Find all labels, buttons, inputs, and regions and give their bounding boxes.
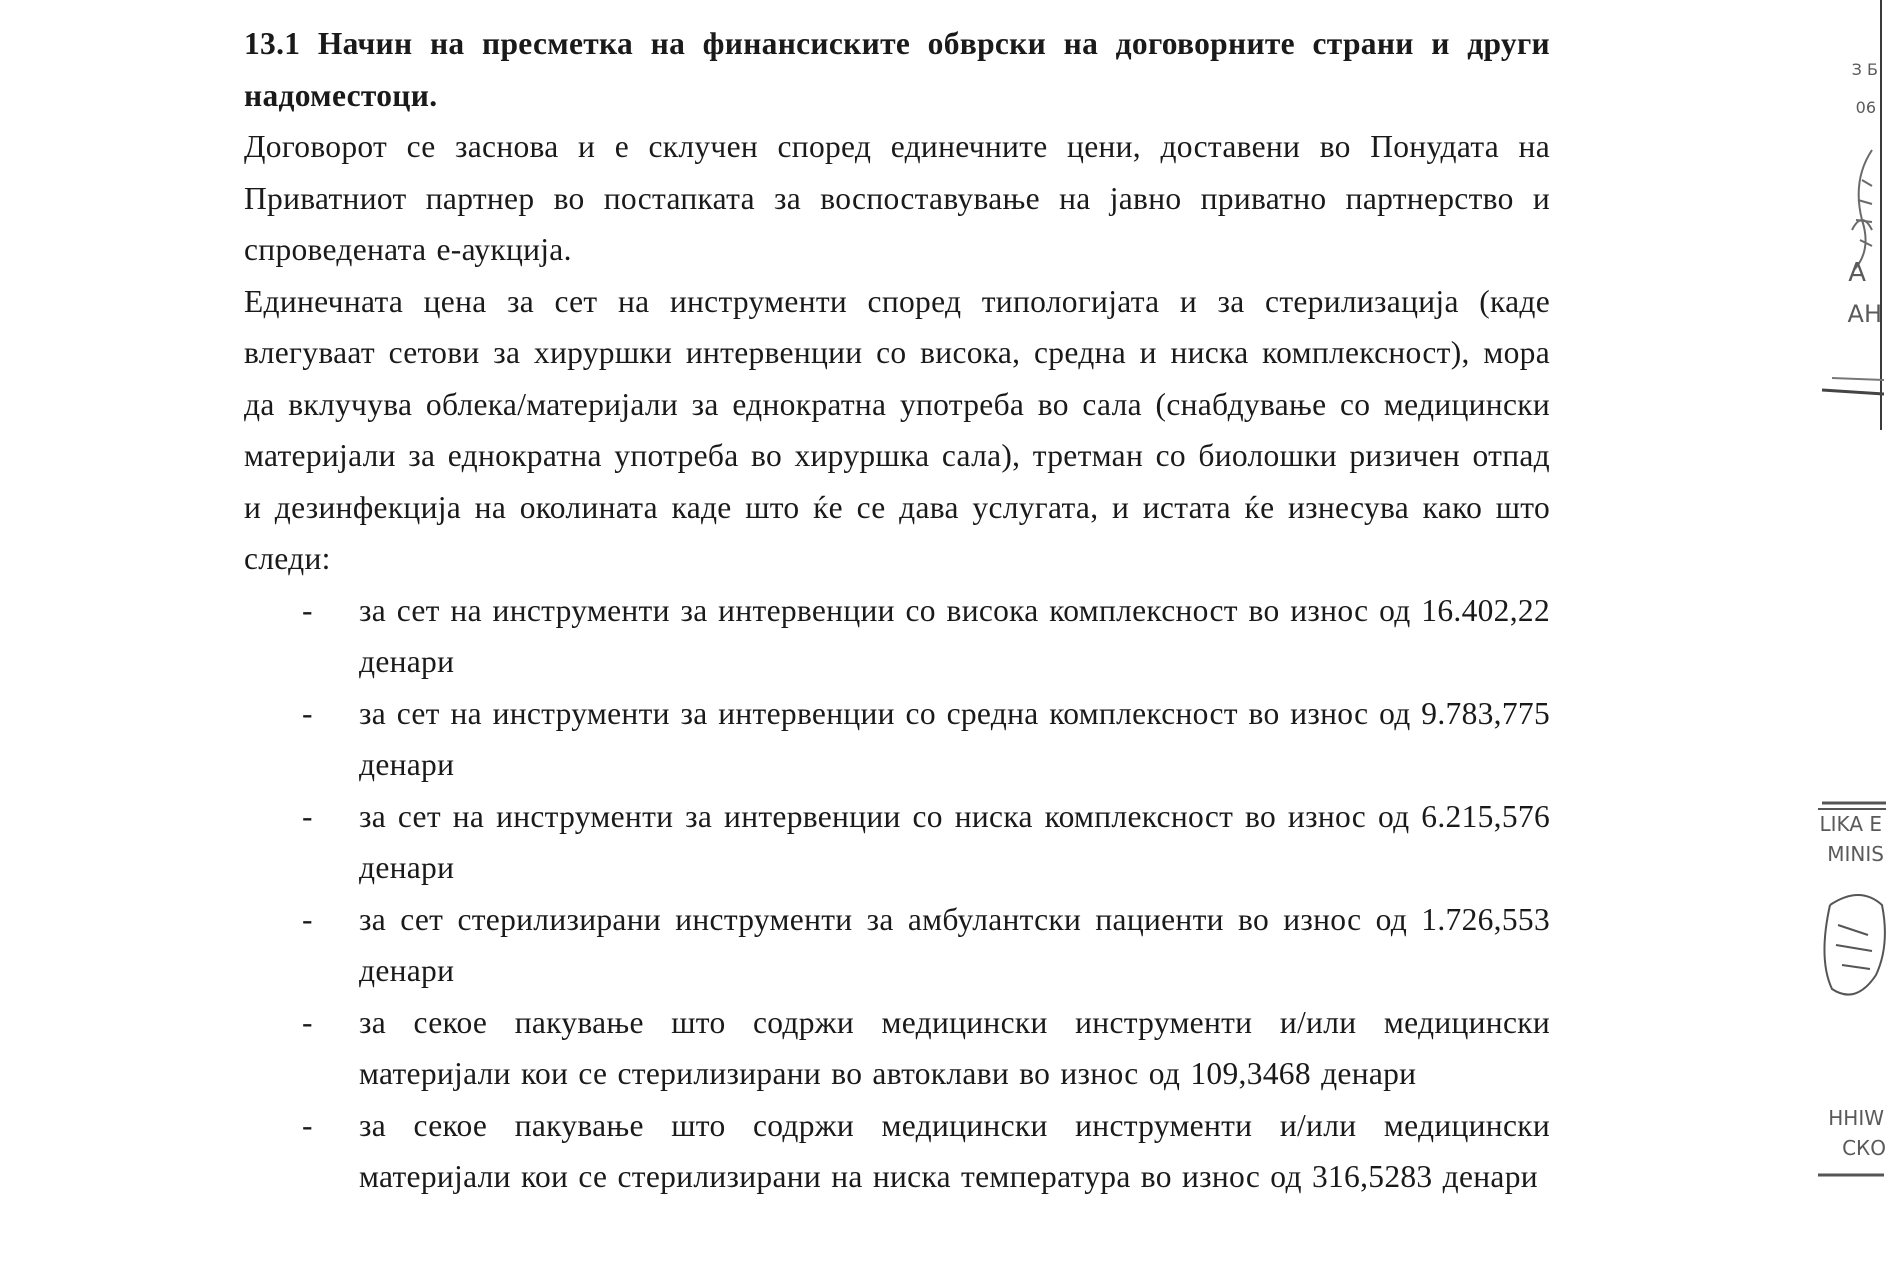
list-item-text: за сет на инструменти за интервенции со висока комплексност во износ од 16.402,22 денари bbox=[359, 592, 1550, 679]
section-heading: 13.1 Начин на пресметка на финансиските обврски на договорните страни и други надоместоци. bbox=[244, 26, 1550, 113]
stamp-fragment-8: СКО bbox=[1842, 1136, 1886, 1160]
list-item bbox=[244, 1100, 1550, 1203]
paragraph-contract-basis: Договорот се заснова и е склучен според единечните цени, доставени во Понудата на Приватниот партнер во постапката за воспоставување на јавно приватно партнерство и спроведената е-аукција. bbox=[244, 129, 1550, 267]
list-dash: - bbox=[302, 901, 313, 937]
list-dash: - bbox=[302, 592, 313, 628]
list-item bbox=[244, 585, 1550, 688]
price-list bbox=[244, 585, 1550, 1203]
top-stamp-seal bbox=[1812, 40, 1884, 410]
list-item-text: за секое пакување што содржи медицински инструменти и/или медицински материјали кои се стерилизирани во автоклави во износ од 109,3468 денари bbox=[359, 1004, 1550, 1091]
document-body bbox=[244, 18, 1550, 1203]
stamp-fragment-1: З Б bbox=[1851, 60, 1878, 79]
stamp-fragment-3: А bbox=[1848, 258, 1866, 288]
stamp-fragment-7: ННIW bbox=[1828, 1106, 1884, 1130]
stamp-fragment-6: MINIS bbox=[1827, 842, 1884, 866]
list-dash: - bbox=[302, 695, 313, 731]
list-dash: - bbox=[302, 1107, 313, 1143]
list-item-text: за сет стерилизирани инструменти за амбулантски пациенти во износ од 1.726,553 денари bbox=[359, 901, 1550, 988]
list-item bbox=[244, 894, 1550, 997]
list-dash: - bbox=[302, 1004, 313, 1040]
list-item-text: за секое пакување што содржи медицински инструменти и/или медицински материјали кои се стерилизирани на ниска температура во износ од 316,5283 денари bbox=[359, 1107, 1550, 1194]
stamp-fragment-2: 06 bbox=[1855, 98, 1876, 117]
list-item bbox=[244, 997, 1550, 1100]
list-item-text: за сет на инструменти за интервенции со средна комплексност во износ од 9.783,775 денари bbox=[359, 695, 1550, 782]
list-dash: - bbox=[302, 798, 313, 834]
list-item-text: за сет на инструменти за интервенции со ниска комплексност во износ од 6.215,576 денари bbox=[359, 798, 1550, 885]
list-item bbox=[244, 791, 1550, 894]
paragraph-unit-price: Единечната цена за сет на инструменти според типологијата и за стерилизација (каде влегуваат сетови за хируршки интервенции со висока, средна и ниска комплексност), мора да вклучува облека/материјали за еднократна употреба во сала (снабдување со медицински материјали за еднократна употреба во хируршка сала), третман со биолошки ризичен отпад и дезинфекција на околината каде што ќе се дава услугата, и истата ќе изнесува како што следи: bbox=[244, 283, 1550, 576]
stamp-fragment-5: LIKA E bbox=[1819, 812, 1882, 836]
list-item bbox=[244, 688, 1550, 791]
stamp-margin bbox=[1808, 0, 1888, 1274]
stamp-fragment-4: АН bbox=[1847, 300, 1882, 328]
